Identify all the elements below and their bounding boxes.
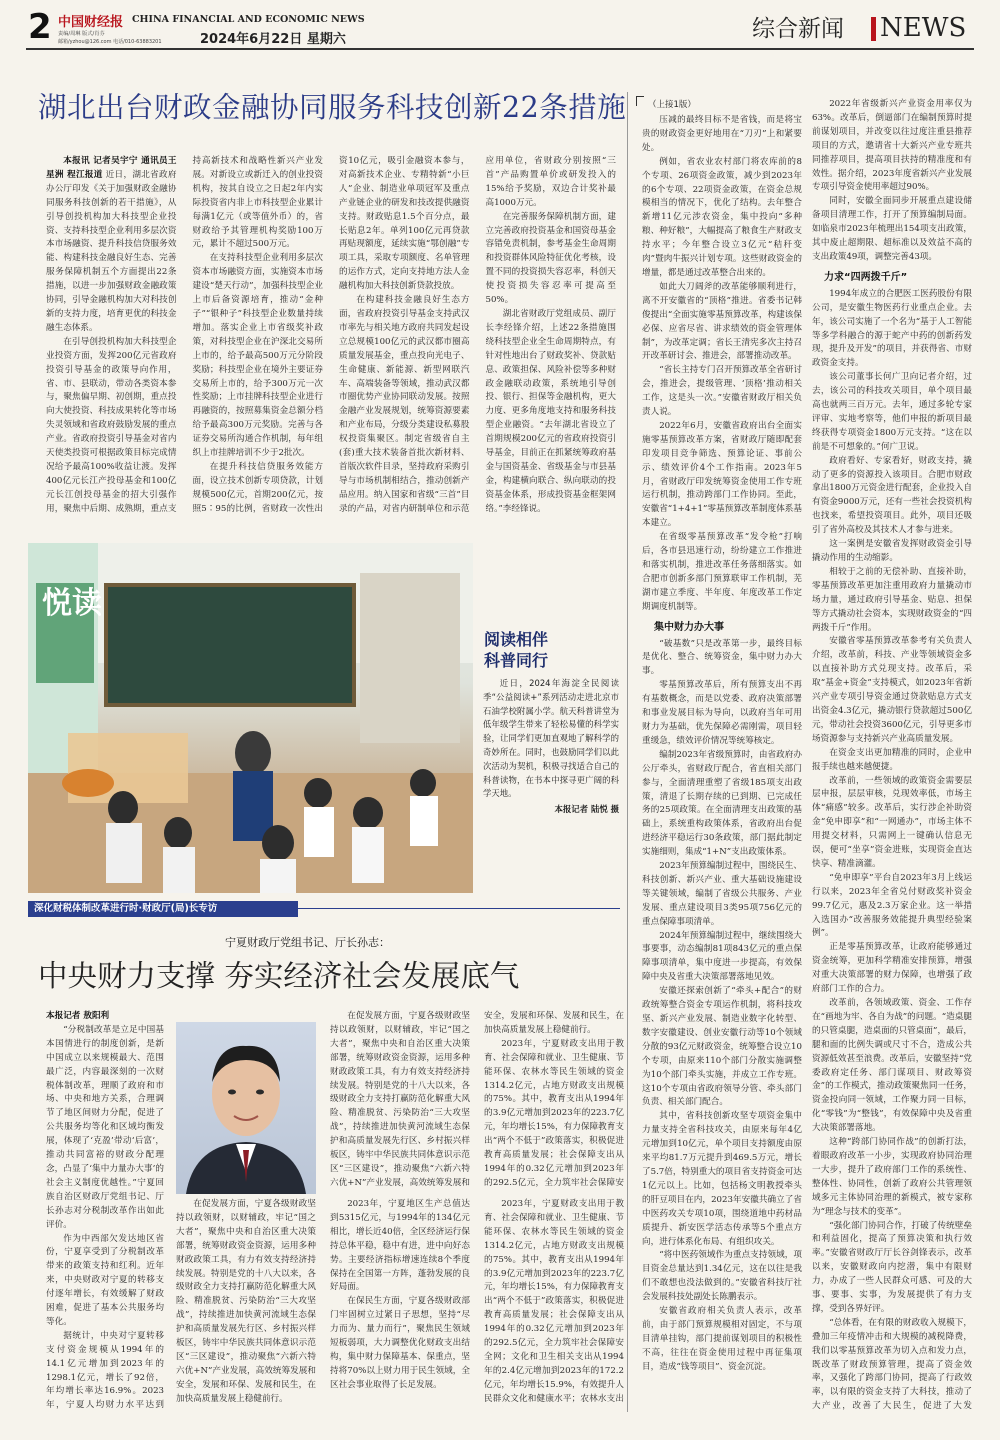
continued-paragraph: 安徽还探索创新了“牵头+配合”的财政统筹整合资金专项运作机制，将科技攻坚、新兴产业发展、制造业数字化转型、数字安徽建设、创业安徽行动等10个领域分散的93亿元财政资金，统筹整合设立10个专项，由原来110个部门分散实施调整为10个部门牵头实施，并成立工作专班。这10个专项由省政府领导分管、牵头部门负责、相关部门配合。: [642, 986, 802, 1108]
page-number: 2: [28, 7, 52, 47]
continued-paragraph: 正是零基预算改革，让政府能够通过资金统筹，更加科学精准安排预算，增强对重大决策部署的财力保障，也增强了政府部门工作的合力。: [812, 942, 972, 995]
portrait-figure: [176, 1022, 316, 1194]
continued-paragraph: 零基预算改革后，所有预算支出不再有基数概念，而是以党委、政府决策部署和事业发展目标为导向，以政府当年可用财力为基础，优先保障必需刚需，项目轻重缓急，绩效评价情况等统筹核定。: [642, 680, 802, 746]
continued-paragraph: 1994年成立的合肥医工医药股份有限公司，是安徽生物医药行业重点企业。去年，该公司实施了一个名为“基于人工智能等多学科融合的源于蛇产中药的创新药发现，提升及开发”的项目，并获得省、市财政资金支持。: [812, 288, 972, 369]
continued-paragraph: 例如，省农业农村部门将农库前的8个专项、26项资金政策，减少到2023年的6个专项、22项资金政策，在资金总规模相当的情况下，优化了结构。去年整合新增11亿元涉农资金，集中投向“多种粮、种好粮”，大幅提高了粮食生产财政支持水平；今年整合设立3亿元“秸秆变肉”暨肉牛振兴计划专项。这些财政资金的增量，都是通过改革整合出来的。: [642, 156, 802, 278]
continued-paragraph: 安徽省政府相关负责人表示，改革前，由于部门预算规模相对固定，不与项目清单挂钩，部门提前谋划项目的积极性不高，往往在资金使用过程中再征集项目，造成“钱等项目”、资金沉淀。: [642, 1306, 802, 1372]
continued-paragraph: 相较于之前的无偿补助、直接补助，零基预算改革更加注重用政府力量撬动市场力量，通过政府引导基金、贴息、担保等方式撬动社会资本，实现财政资金的“四两拨千斤”作用。: [812, 566, 972, 633]
continued-paragraph: “免申即享”平台自2023年3月上线运行以来，2023年全省兑付财政奖补资金99.7亿元，惠及2.3万家企业。这一举措入选国办“改善服务效能提升典型经验案例”。: [812, 872, 972, 939]
article1-paragraph: 湖北省财政厅党组成员、副厅长李经锋介绍，上述22条措施围绕科技型企业全生命周期特点，有针对性地出台了财政奖补、贷款贴息、政策担保、风险补偿等多种财政金融联动政策，系统地引导创投、银行、担保等金融机构，更大力度、更多角度地支持和服务科技型企业融资。“去年湖北省设立了首期规模200亿元的省政府投资引导基金，目前正在抓紧统筹政府基金与国资基金、省级基金与市县基金，构建横向联合、纵向联动的投资基金体系，形成投资基金框架网络。”李经锋说。: [485, 308, 616, 514]
continued-paragraph: 其中，省科技创新攻坚专项资金集中力量支持全省科技攻关，由原来每年4亿元增加到10亿元，单个项目支持额度由原来平均81.7万元提升到469.5万元，增长了5.7倍，特别重大的项目省支持资金可达1亿元以上。比如，包括杨文明教授牵头的肝豆项目在内，2023年安徽共确立了省中医药攻关专项10项，围绕道地中药材品质提升、新安医学活态传承等5个重点方向，进行体系化布局、有组织攻关。: [642, 1111, 802, 1247]
continued-label: （上接1版）: [648, 100, 696, 110]
article2-paragraph: 在促发展方面，宁夏各级财政坚持以政领财，以财辅政，牢记“国之大者”，聚焦中央和自治区重大决策部署，统筹财政资金资源，运用多种财政政策工具，有力有效支持经济持续发展。特别是党的十八大以来，各级财政全力支持打赢防范化解重大风险、精准脱贫、污染防治“三大攻坚战”，持续推进加快黄河流域生态保护和高质量发展先行区、乡村振兴样板区，铸牢中华民族共同体意识示范区“三区建设”，推动聚焦“六新六特六优+N”产业发展，高效统筹发展和安全，发展和环保、发展和民生，在加快高质量发展上稳健前行。: [176, 1199, 316, 1404]
edition-info: 责编/周琳 版式/肖芬: [58, 31, 105, 37]
continued-paragraph: 同时，安徽全面同步开展重点建设储备项目清理工作，打开了预算编制局面。如临泉市2023年梳理出154项支出政策，其中废止超期限、超标准以及效益不高的支出政策49项，调整完善43项。: [812, 196, 972, 262]
article2-column-1: [46, 1010, 164, 1412]
photo-headline-line2: 科普同行: [484, 651, 549, 670]
classroom-photo: [28, 543, 473, 893]
section-name: 综合新闻: [752, 16, 844, 42]
section-divider: [871, 17, 876, 41]
subheading: 力求“四两拨千斤”: [824, 271, 908, 283]
photo-caption: [483, 677, 619, 877]
continued-paragraph: 该公司董事长何广卫向记者介绍，过去，该公司的科技攻关项目，单个项目最高也就两三百万元。去年，通过多轮专家评审、实地考察等，他们申报的新项目最终获得专项资金1800万元支持。“这在以前是不可想象的。”何广卫说。: [812, 372, 972, 452]
article2-paragraph: 2023年，宁夏财政支出用于教育、社会保障和就业、卫生健康、节能环保、农林水等民生领域的资金1314.2亿元，占地方财政支出规模的75%。其中，教育支出从1994年的3.9亿元增加到2023年的223.7亿元，年均增长15%，有力保障教育支出“两个不低于”政策落实，积极促进教育高质量发展；社会保障支出从1994年的0.32亿元增加到2023年的292.5亿元，全力筑牢社会保障安: [484, 1038, 624, 1188]
continued-marker: [636, 96, 644, 106]
series-banner-text: 深化财税体制改革进行时·财政厅(局)长专访: [34, 903, 218, 914]
article2-paragraph: 2023年，宁夏财政支出用于教育、社会保障和就业、卫生健康、节能环保、农林水等民生领域的资金1314.2亿元，占地方财政支出规模的75%。其中，教育支出从1994年的3.9亿元增加到2023年的223.7亿元，年均增长15%，有力保障教育支出“两个不低于”政策落实，积极促进教育高质量发展；社会保障支出从1994年的0.32亿元增加到2023年的292.5亿元，全力筑牢社会保障安全网；文化和卫生相关支出从1994年的2.4亿元增加到2023年的172.2亿元，年均增长15.9%，有效提升人民群众文化和健康水平；农林水支出: [484, 1199, 624, 1404]
continued-paragraph: 这一案例是安徽省发挥财政资金引导撬动作用的生动缩影。: [812, 539, 972, 563]
continued-column-2: [812, 98, 972, 1412]
article1-paragraph: 在完善服务保障机制方面，建立完善政府投资基金和国资母基金容错免责机制，参考基金生命周期和投资群体风险特征优化考核，设置不同的投资损失容忍率，科创天使投资损失容忍率可提高至50%。: [485, 211, 616, 306]
portrait-photo: [176, 1022, 316, 1194]
paper-name-en: CHINA FINANCIAL AND ECONOMIC NEWS: [132, 14, 365, 25]
article1-paragraph: 在引导创投机构加大科技型企业投资方面，发挥200亿元省政府投资引导基金的政策导向作用，省、市、县联动，带动各类资本参与，聚焦偏早期、初创期，重点投向大使投资、科技成果转化等市场失灵领域和省政府鼓励发展的重点产业。省政府投资引导基金对省内天使类投资可根据政策目标完成情况给予最高100%收益让渡。发挥400亿元长江产投母基金和100亿元长江创投母基金的招大引强作用，聚焦中后期、成熟期，重点支持高新技术和战略性新兴产业发展。对新设立或新迁入的创业投资机构，按其自设立之日起2年内实际投资省内非上市科技型企业累计每满1亿元（或等值外币）的，省财政给予其管理机构奖励100万元，累计不超过500万元。: [46, 156, 323, 514]
article1-body: [46, 155, 616, 537]
article2-paragraph: 据统计，中央对宁夏转移支付资金规模从1994年的14.1亿元增加到2023年的1298.1亿元，增长了92倍，年均增长率达16.9%。2023年，宁夏人均财力水平达到: [46, 1330, 164, 1411]
continued-paragraph: “将中医药领域作为重点支持领域，项目资金总量达到1.34亿元，这在以往是我们不敢想也没法做到的。”安徽省科技厅社会发展科技处副处长陈鹏表示。: [642, 1250, 802, 1303]
section-name-en: NEWS: [880, 13, 967, 43]
continued-paragraph: 在资金支出更加精准的同时，企业申报手续也越来越便捷。: [812, 747, 972, 772]
photo-headline-line1: 阅读相伴: [484, 630, 549, 649]
article2-paragraph: 作为中西部欠发达地区省份，宁夏享受到了分税制改革带来的政策支持和红利。近年来，中央财政对宁夏的转移支付逐年增长，有效缓解了财政困难，促进了基本公共服务均等化。: [46, 1233, 164, 1327]
article1-paragraph: 在提升科技信贷服务效能方面，设立技术创新专项贷款，计划规模500亿元，首期200亿元，按照5∶95的比例，省财政一次性出资10亿元，吸引金融资本参与，对高新技术企业、专精特新“小巨人”企业、制造业单项冠军及重点产业链企业的研发和技改提供融资支持。财政贴息1.5个百分点，最长贴息2年。单列100亿元再贷款再贴现额度，延续实施“鄂创融”专项工具，采取专项额度、名单管理的运作方式，定向支持地方法人金融机构加大科技创新贷款投放。: [192, 156, 470, 514]
continued-paragraph: 这种“跨部门协同作战”的创新打法，着眼政府改革一小步，实现政府协同治理一大步，提升了政府部门工作的系统性、整体性、协同性，创新了政府公共管理领域多元主体协同治理的新模式，被专家称为“理念与技术的变革”。: [812, 1137, 972, 1217]
article1-paragraph: 在支持科技型企业利用多层次资本市场融资方面，实施资本市场建设“楚天行动”，加强科技型企业上市后备资源培育，推动“金种子”“银种子”科技型企业数量持续增加。落实企业上市省级奖补政策，对科技型企业在沪深北交易所上市的，给予最高500万元分阶段奖励；科技型企业在境外主要证券交易所上市的，给予300万元一次性奖励；上市挂牌科技型企业进行再融资的，按照募集资金总额分档给予最高300万元奖励。完善与各证券交易所沟通合作机制，每年组织上市挂牌培训不少于2批次。: [192, 253, 323, 459]
article2-columns-2-4: [176, 1198, 624, 1412]
continued-paragraph: 2023年预算编制过程中，围绕民生、科技创新、新兴产业、重大基础设施建设等关键领域，编制了省级公共服务、产业发展、重点建设项目3类95项756亿元的重点保障事项清单。: [642, 861, 802, 927]
article1-paragraph: 近日，湖北省政府办公厅印发《关于加强财政金融协同服务科技创新的若干措施》，从引导创投机构加大科技型企业投资、支持科技型企业利用多层次资本市场融资、提升科技信贷服务效能、构建科技金融良好生态、完善服务保障机制五个方面提出22条措施，以进一步加强财政金融政策协同，引导金融机构加大对科技创新的支持力度，培育更优的科技金融生态体系。: [46, 169, 177, 333]
photo-credit: 本报记者 陆悦 摄: [554, 804, 619, 815]
masthead-rule: [26, 48, 974, 50]
article1-paragraph: 在构建科技金融良好生态方面，省政府投资引导基金支持武汉市率先与相关地方政府共同发起设立总规模100亿元的武汉都市圈高质量发展基金，重点投向光电子、生命健康、新能源、新型网联汽车、高端装备等领域，推动武汉都市圈优势产业协同联动发展。按照金融产业发展规划，统筹资源要素和产业布局，分级分类建设私募股权投资集聚区。制定省级省自主(套)重大技术装备首批次新材料、首版次软件目录，坚持政府采购引导与市场机制相结合，推动创新产品应用。纳入国家和省级“三首”目录的产品，对省内研制单位和示范应用单位，省财政分别按照“三首”产品购置单价或研发投入的15%给予奖励，双边合计奖补最高1000万元。: [339, 156, 616, 514]
continued-paragraph: 压减的最终目标不是省钱，而是将宝贵的财政资金更好地用在“刀刃”上和紧要处。: [642, 115, 802, 153]
article2-paragraph: 在保民生方面，宁夏各级财政部门牢固树立过紧日子思想，坚持“尽力而为、量力而行”，聚焦民生领域短板弱项，大力调整优化财政支出结构，集中财力保障基本、保重点，坚持将70%以上财力用于民生领域，全区社会事业取得了长足发展。: [330, 1296, 470, 1390]
continued-paragraph: 安徽省零基预算改革参考有关负责人介绍，改革前，科技、产业等领域资金多以直接补助方式兑现支持。改革后，采取“基金+资金”支持模式，如2023年省新兴产业专项引导资金通过贷款贴息方式支出资金4.3亿元，撬动银行贷款超过500亿元，带动社会投资3600亿元，引导更多市场资源参与支持新兴产业高质量发展。: [812, 636, 972, 744]
subheading: 集中财力办大事: [654, 621, 724, 633]
continued-paragraph: 政府看好、专家看好，财政支持，撬动了更多的资源投入该项目。合肥市财政拿出1800万元资金进行配套，企业投入自有资金9000万元，还有一些社会投资机构也找来，希望投资项目。此外，项目还吸引了省外高校及其技术人才参与进来。: [812, 455, 972, 536]
series-banner: [28, 901, 298, 917]
continued-paragraph: 改革前，一些领域的政策资金需要层层申报，层层审核，兑现效率低，市场主体“痛感”较多。改革后，实行涉企补助资金“免申即享”和“一网通办”，市场主体不用提交材料，只需网上一键确认信息无误，便可“坐享”资金进账，实现资金直达快享、精准滴灌。: [812, 775, 972, 869]
banner-rule: [298, 908, 620, 909]
continued-paragraph: 在省级零基预算改革“发令枪”打响后，各市县迅速行动，纷纷建立工作推进和落实机制，推进改革任务落细落实。如合肥市创新多部门预算联审工作机制，芜湖市建立季度、半年度、年度改革工作定期调度机制等。: [642, 532, 802, 612]
article2-headline: 中央财力支撑 夯实经济社会发展底气: [38, 959, 520, 993]
paper-name: 中国财经报: [58, 15, 124, 30]
article2-byline: 本报记者 敖阳利: [46, 1011, 110, 1021]
continued-column-1: [642, 114, 802, 1412]
continued-paragraph: 2024年预算编制过程中，继续围绕大事要事，动态编制81项843亿元的重点保障事项清单，集中度进一步提高，有效保障中央及省重大决策部署落地见效。: [642, 930, 802, 983]
continued-paragraph: 编制2023年省级预算时，由省政府办公厅牵头，省财政厅配合，省直相关部门参与，全面清理重塑了省级185项支出政策，清退了长期存续的已到期、已完成任务的25项政策。在全面清理支出政策的基础上，系统重构政策体系，省政府出台促进经济平稳运行30条政策，部门据此制定实施细则，集成“1+N”支出政策体系。: [642, 749, 802, 858]
continued-paragraph: “破基数”只是改革第一步，最终目标是优化、整合、统筹资金，集中财力办大事。: [642, 638, 802, 677]
continued-paragraph: “强化部门协同合作，打破了传统壁垒和利益固化，提高了预算决策和执行效率。”安徽省财政厅厅长谷剑锋表示，改革以来，安徽财政向内挖潜，集中有限财力，办成了一些人民群众可感、可及的大事、要事、实事，为发展提供了有力支撑，受到各界好评。: [812, 1220, 972, 1314]
article1-headline: 湖北出台财政金融协同服务科技创新22条措施: [38, 91, 627, 124]
continued-paragraph: 改革前，各领域政策、资金、工作存在“画地为牢、各自为战”的问题。“造桌腿的只管桌腿，造桌面的只管桌面”，最后，腿和面的比例失调或尺寸不合，造成公共资源低效甚至浪费。改革后，安徽坚持“党委政府定任务、部门谋项目、财政筹资金”的工作模式，推动政策聚焦同一任务，资金投向同一领域，工作聚力同一目标，化“零钱”为“整钱”，有效保障中央及省重大决策部署落地。: [812, 998, 972, 1134]
column-rule: [627, 92, 628, 1412]
continued-paragraph: “总体看，在有限的财政收入规模下，叠加三年疫情冲击和大规模的减税降费，我们以零基预算改革为切入点和发力点，既改革了财政预算管理，提高了资金效率，又强化了跨部门协同，提高了行政效率，以有限的资金支持了大科技，推动了大产业，改善了大民生，促进了大发: [812, 1317, 972, 1412]
photo-caption-text: 近日，2024年海淀全民阅读季“公益阅读+”系列活动走进北京市石油学校附属小学。航天科普讲堂为低年级学生带来了轻松易懂的科学实验，让同学们更加直观地了解科学的奇妙所在。同时，也鼓励同学们以此次活动为契机，积极寻找适合自己的科普读物，在书本中探寻更广阔的科学天地。: [483, 678, 619, 799]
continued-paragraph: 如此大刀阔斧的改革能够顺利进行，离不开安徽省的“顶格”推进。省委书记韩俊提出“全面实施零基预算改革，构建该保必保、应省尽省、讲求绩效的资金管理体制”，为改革定调；省长王清宪多次主持召开改革研讨会、推进会，部署推动改革。: [642, 281, 802, 362]
article2-paragraph: “分税制改革是立足中国基本国情进行的制度创新，是新中国成立以来规模最大、范围最广泛，内容最深刻的一次财税体制改革，理顺了政府和市场、中央和地方关系，合理调节了地区间财力分配，促进了公共服务均等化和区域均衡发展，体现了‘克盈’带动‘后富’，推动共同富裕的财政分配理念，凸显了‘集中力量办大事’的社会主义制度优越性。”宁夏回族自治区财政厅党组书记、厅长孙志对分税制改革作出如此评价。: [46, 1024, 164, 1230]
issue-date: 2024年6月22日 星期六: [200, 32, 346, 47]
article1-byline: 本报讯 记者吴宇宁 通讯员王星洲 程江报道: [46, 156, 177, 180]
article2-kicker: 宁夏财政厅党组书记、厅长孙志：: [225, 936, 390, 949]
article2-paragraph: 在促发展方面，宁夏各级财政坚持以政领财，以财辅政，牢记“国之大者”，聚焦中央和自治区重大决策部署，统筹财政资金资源，运用多种财政政策工具，有力有效支持经济持续发展。特别是党的十八大以来，各级财政全力支持打赢防范化解重大风险、精准脱贫、污染防治“三大攻坚战”，持续推进加快黄河流域生态保护和高质量发展先行区、乡村振兴样板区，铸牢中华民族共同体意识示范区“三区建设”，推动聚焦“六新六特六优+N”产业发展，高效统筹发展和安全，发展和环保、发展和民生，在加快高质量发展上稳健前行。: [330, 1011, 624, 1188]
article2-upper-columns: [330, 1010, 624, 1194]
classroom-scene: [28, 543, 473, 893]
article2-paragraph: 2023年，宁夏地区生产总值达到5315亿元，与1994年的134亿元相比，增长近40倍，全区经济运行保持总体平稳，稳中有进，进中向好态势。主要经济指标增速连续8个季度保持在全国第一方阵，蓬勃发展的良好局面。: [330, 1199, 470, 1293]
continued-paragraph: 2022年6月，安徽省政府出台全面实施零基预算改革方案，省财政厅随即配套印发项目竞争筛选、预算论证、事前公示、绩效评价4个工作指南。2023年5月，省财政厅印发统筹资金使用工作专班运行机制，推动跨部门工作协同。至此，安徽省“1+4+1”零基预算改革制度体系基本建立。: [642, 420, 802, 529]
editor-email: 邮箱/yzhou@126.com 电话/010-63883201: [58, 39, 162, 45]
continued-paragraph: 2022年省级新兴产业资金用率仅为63%。改革后，倒逼部门在编制预算时提前谋划项目，并改变以往过度注重县推荐项目的方式，邀请省十大新兴产业专班共同推荐项目，提高项目扶持的精准度和有效性。据介绍，2023年度省新兴产业发展专项引导资金使用率超过90%。: [812, 99, 972, 193]
continued-paragraph: “省长主持专门召开预算改革全省研讨会，推进会，提级管理、‘顶格’推动相关工作，这是头一次。”安徽省财政厅相关负责人说。: [642, 365, 802, 418]
poster-text: 悦读: [42, 586, 102, 621]
